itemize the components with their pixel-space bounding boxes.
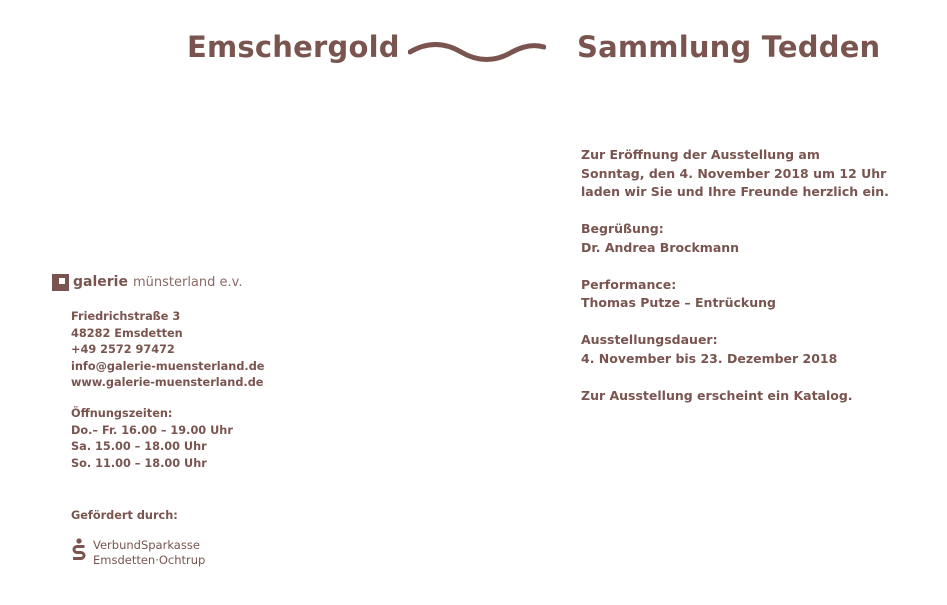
exhibition-title: Emschergold [187, 30, 400, 64]
duration-value: 4. November bis 23. Dezember 2018 [581, 350, 838, 366]
greeting-value: Dr. Andrea Brockmann [581, 239, 740, 255]
address-email: info@galerie-muensterland.de [71, 359, 265, 373]
hours-line: So. 11.00 – 18.00 Uhr [71, 456, 207, 470]
opening-hours [71, 406, 233, 472]
intro-line: Zur Eröffnung der Ausstellung am [581, 147, 820, 162]
invitation-text [581, 146, 889, 405]
gallery-logo [52, 272, 242, 292]
hours-line: Do.– Fr. 16.00 – 19.00 Uhr [71, 423, 233, 437]
hours-label: Öffnungszeiten: [71, 407, 173, 420]
address-website: www.galerie-muensterland.de [71, 376, 264, 389]
address-street: Friedrichstraße 3 [71, 310, 181, 323]
sponsor-label: Gefördert durch: [71, 509, 178, 522]
duration-label: Ausstellungsdauer: [581, 332, 718, 347]
catalog-note: Zur Ausstellung erscheint ein Katalog. [581, 387, 853, 403]
intro-line: Sonntag, den 4. November 2018 um 12 Uhr [581, 165, 887, 181]
logo-wordmark-bold: galerie [73, 274, 128, 290]
sparkasse-s-icon [71, 538, 87, 565]
galerie-square-logo-icon [52, 274, 69, 291]
performance-value: Thomas Putze – Entrückung [581, 295, 776, 310]
address-city: 48282 Emsdetten [71, 326, 183, 340]
greeting-label: Begrüßung: [581, 221, 664, 236]
intro-line: laden wir Sie und Ihre Freunde herzlich ein. [581, 184, 889, 199]
address-phone: +49 2572 97472 [71, 343, 175, 356]
logo-wordmark-light: münsterland e.v. [132, 274, 243, 290]
sponsor-line: VerbundSparkasse [93, 538, 200, 552]
collection-title: Sammlung Tedden [577, 30, 881, 64]
wave-divider-icon [408, 41, 546, 63]
gallery-address [71, 309, 264, 392]
hours-line: Sa. 15.00 – 18.00 Uhr [71, 440, 207, 453]
sponsor-name [93, 538, 205, 568]
sponsor-logo [71, 538, 205, 568]
performance-label: Performance: [581, 276, 677, 292]
sponsor-line: Emsdetten·Ochtrup [93, 553, 206, 567]
